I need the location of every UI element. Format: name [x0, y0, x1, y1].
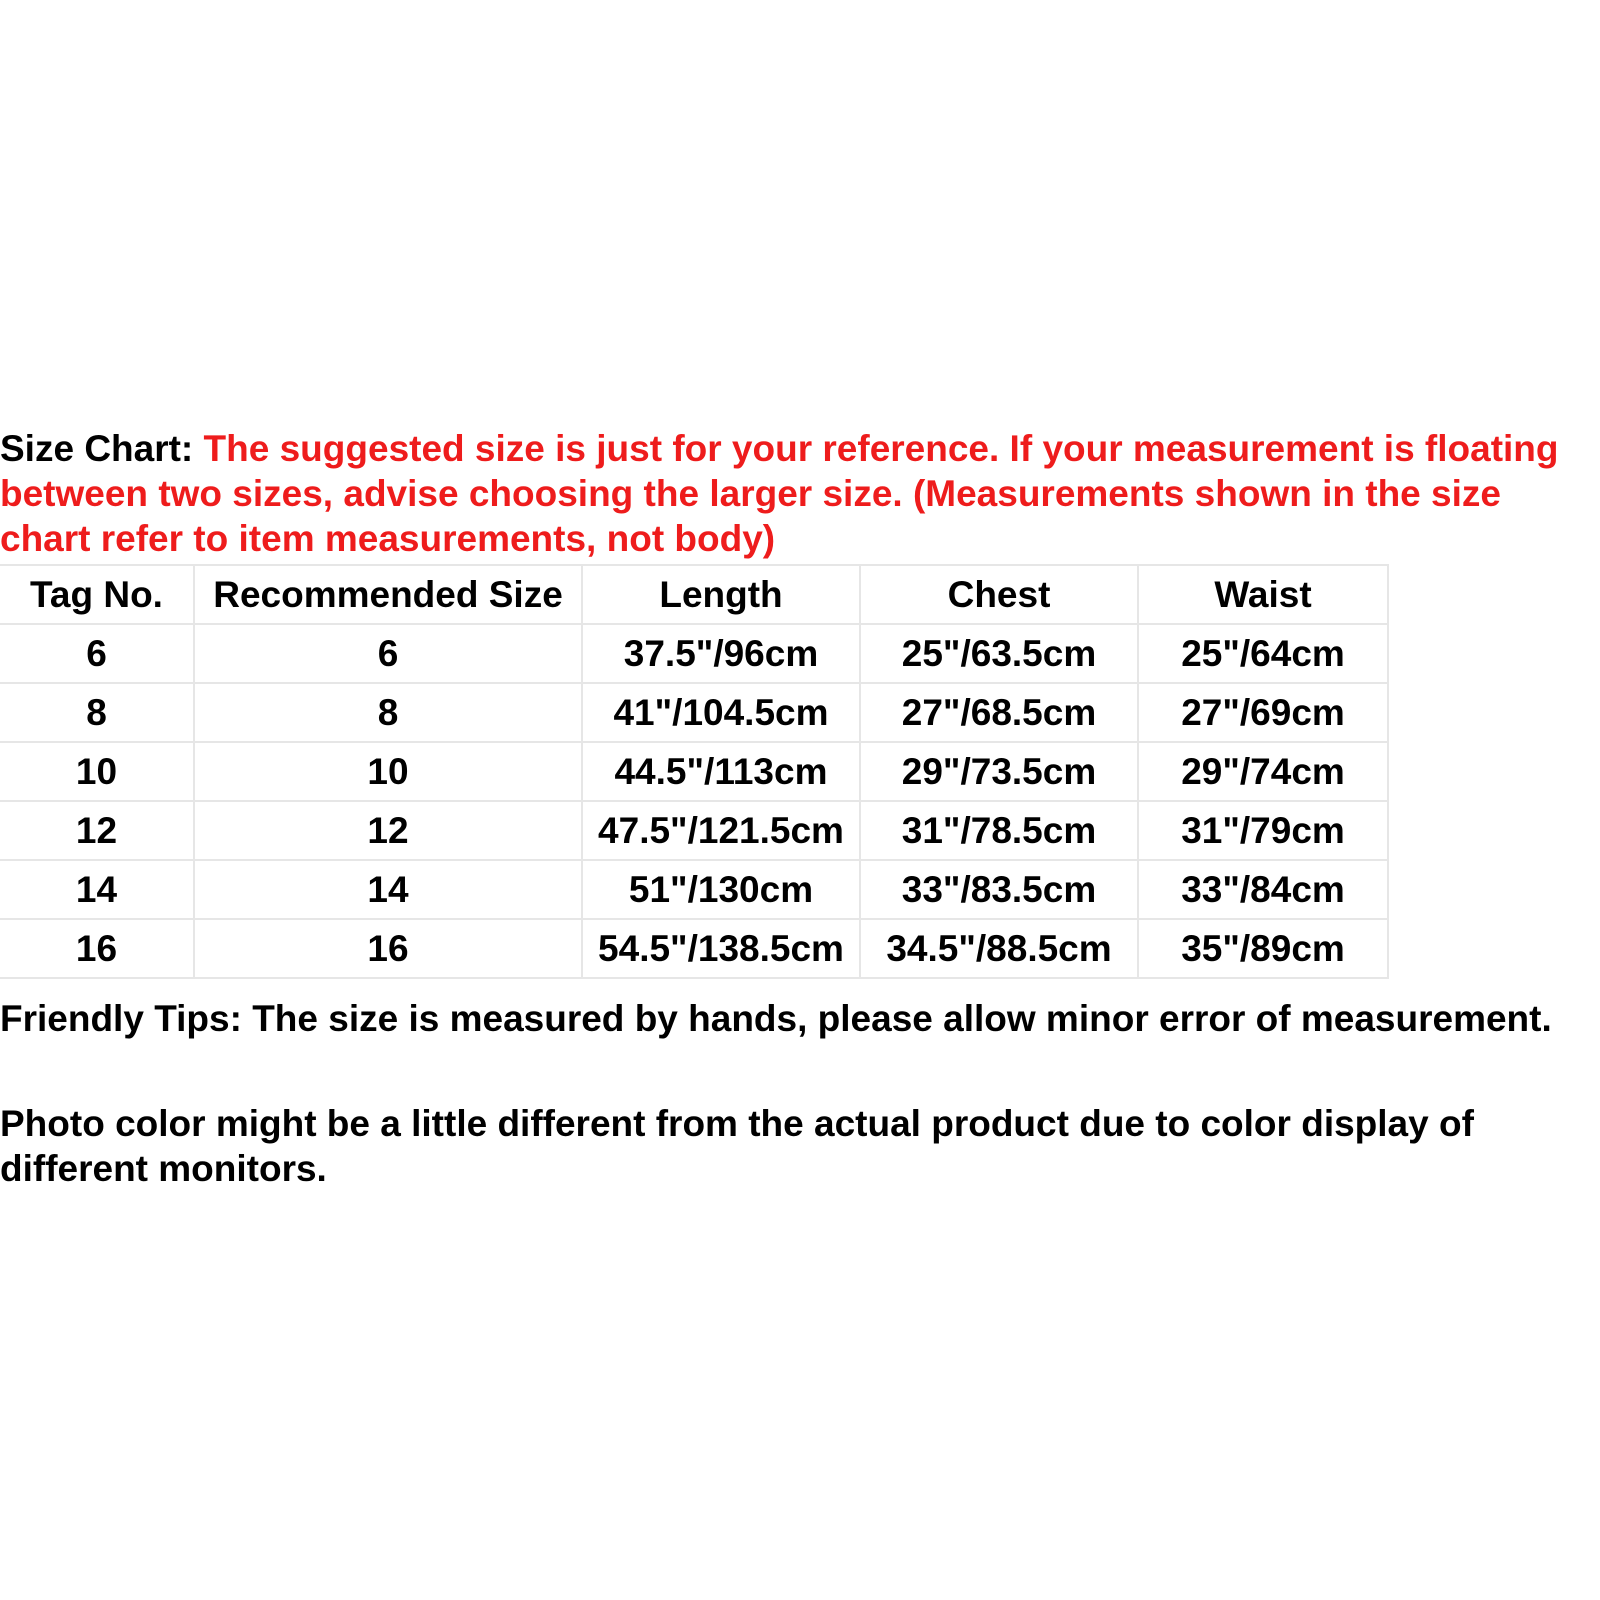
cell-chest: 33"/83.5cm: [860, 860, 1138, 919]
size-chart-intro: [0, 426, 1596, 561]
header-tag-no: Tag No.: [0, 565, 194, 624]
table-row: [0, 742, 1388, 801]
cell-chest: 25"/63.5cm: [860, 624, 1138, 683]
cell-recommended-size: 10: [194, 742, 582, 801]
size-chart-note: The suggested size is just for your reference. If your measurement is floating between two sizes, advise choosing the larger size. (Measurements shown in the size chart refer to item measurements, not body): [0, 428, 1559, 559]
header-recommended-size: Recommended Size: [194, 565, 582, 624]
cell-tag-no: 10: [0, 742, 194, 801]
cell-length: 47.5"/121.5cm: [582, 801, 860, 860]
cell-tag-no: 6: [0, 624, 194, 683]
size-chart-label: Size Chart:: [0, 428, 194, 469]
header-length: Length: [582, 565, 860, 624]
cell-chest: 29"/73.5cm: [860, 742, 1138, 801]
header-waist: Waist: [1138, 565, 1388, 624]
cell-recommended-size: 14: [194, 860, 582, 919]
table-row: [0, 683, 1388, 742]
cell-waist: 31"/79cm: [1138, 801, 1388, 860]
cell-chest: 27"/68.5cm: [860, 683, 1138, 742]
cell-length: 37.5"/96cm: [582, 624, 860, 683]
cell-tag-no: 8: [0, 683, 194, 742]
cell-recommended-size: 16: [194, 919, 582, 978]
table-header-row: [0, 565, 1388, 624]
cell-tag-no: 14: [0, 860, 194, 919]
table-row: [0, 919, 1388, 978]
photo-color-note: Photo color might be a little different from the actual product due to color display of different monitors.: [0, 1103, 1474, 1189]
cell-length: 54.5"/138.5cm: [582, 919, 860, 978]
cell-tag-no: 12: [0, 801, 194, 860]
cell-recommended-size: 12: [194, 801, 582, 860]
cell-length: 51"/130cm: [582, 860, 860, 919]
cell-length: 41"/104.5cm: [582, 683, 860, 742]
table-row: [0, 860, 1388, 919]
cell-chest: 34.5"/88.5cm: [860, 919, 1138, 978]
friendly-tips: Friendly Tips: The size is measured by hands, please allow minor error of measurement.: [0, 998, 1552, 1039]
cell-waist: 33"/84cm: [1138, 860, 1388, 919]
table-row: [0, 624, 1388, 683]
cell-waist: 25"/64cm: [1138, 624, 1388, 683]
cell-length: 44.5"/113cm: [582, 742, 860, 801]
cell-tag-no: 16: [0, 919, 194, 978]
cell-chest: 31"/78.5cm: [860, 801, 1138, 860]
cell-recommended-size: 8: [194, 683, 582, 742]
cell-recommended-size: 6: [194, 624, 582, 683]
size-table: [0, 564, 1389, 979]
cell-waist: 27"/69cm: [1138, 683, 1388, 742]
cell-waist: 29"/74cm: [1138, 742, 1388, 801]
table-row: [0, 801, 1388, 860]
cell-waist: 35"/89cm: [1138, 919, 1388, 978]
header-chest: Chest: [860, 565, 1138, 624]
